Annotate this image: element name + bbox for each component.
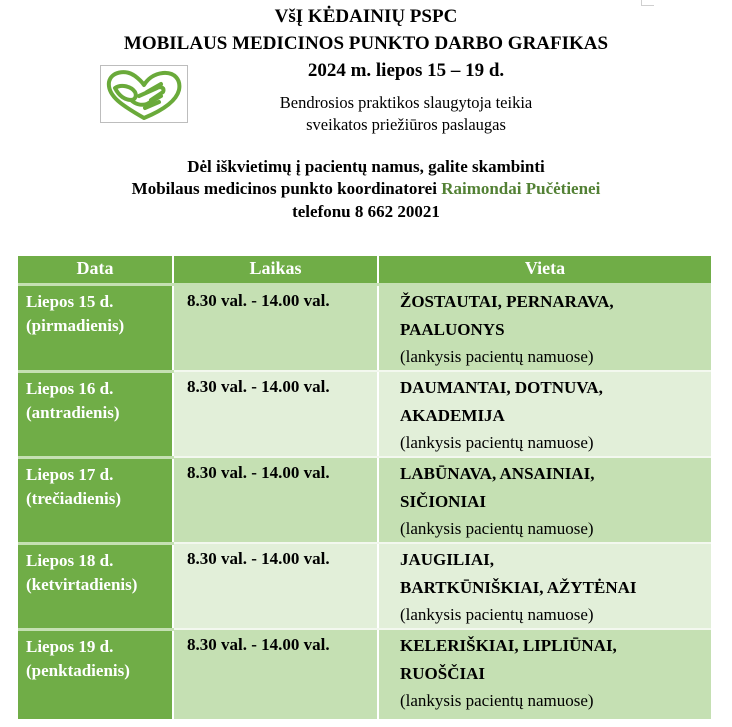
subtitle-line-2: sveikatos priežiūros paslaugas — [306, 115, 506, 134]
visit-note: (lankysis pacientų namuose) — [400, 605, 594, 624]
date-cell — [18, 457, 173, 543]
date-label: Liepos 19 d. — [26, 636, 114, 656]
date-label: Liepos 16 d. — [26, 378, 114, 398]
time-cell: 8.30 val. - 14.00 val. — [173, 543, 378, 629]
place-line-1: KELERIŠKIAI, LIPLIŪNAI, — [400, 636, 617, 655]
contact-prefix: Mobilaus medicinos punkto koordinatorei — [131, 179, 442, 198]
coordinator-name: Raimondai Pučėtienei — [441, 179, 601, 198]
column-header-time: Laikas — [173, 256, 378, 285]
place-cell — [378, 629, 711, 719]
table-row — [18, 371, 711, 457]
table-row — [18, 543, 711, 629]
date-label: Liepos 15 d. — [26, 292, 114, 311]
place-line-2: PAALUONYS — [400, 320, 505, 339]
table-header-row — [18, 256, 711, 285]
weekday-label: (penktadienis) — [26, 660, 130, 680]
place-line-1: DAUMANTAI, DOTNUVA, — [400, 378, 603, 397]
subtitle-line-1: Bendrosios praktikos slaugytoja teikia — [279, 93, 533, 112]
date-label: Liepos 18 d. — [26, 550, 114, 570]
contact-line-2 — [0, 179, 732, 199]
org-name: VšĮ KĖDAINIŲ PSPC — [274, 6, 458, 27]
table-row — [18, 285, 711, 372]
document-title: MOBILAUS MEDICINOS PUNKTO DARBO GRAFIKAS — [123, 33, 609, 54]
place-line-1: ŽOSTAUTAI, PERNARAVA, — [400, 292, 614, 311]
time-cell: 8.30 val. - 14.00 val. — [173, 629, 378, 719]
place-line-1: JAUGILIAI, — [400, 550, 494, 569]
visit-note: (lankysis pacientų namuose) — [400, 347, 594, 366]
table-row — [18, 629, 711, 719]
visit-note: (lankysis pacientų namuose) — [400, 519, 594, 538]
place-line-2: RUOŠČIAI — [400, 664, 486, 683]
place-cell — [378, 543, 711, 629]
weekday-label: (trečiadienis) — [26, 488, 122, 508]
date-cell — [18, 543, 173, 629]
table-row — [18, 457, 711, 543]
time-cell: 8.30 val. - 14.00 val. — [173, 371, 378, 457]
time-cell: 8.30 val. - 14.00 val. — [173, 457, 378, 543]
contact-phone: telefonu 8 662 20021 — [292, 202, 440, 221]
weekday-label: (ketvirtadienis) — [26, 574, 138, 594]
place-cell — [378, 371, 711, 457]
column-header-date: Data — [18, 256, 173, 285]
place-line-2: SIČIONIAI — [400, 492, 486, 511]
weekday-label: (pirmadienis) — [26, 316, 125, 335]
place-cell — [378, 457, 711, 543]
date-cell — [18, 285, 173, 372]
place-cell — [378, 285, 711, 372]
contact-line-1: Dėl iškvietimų į pacientų namus, galite skambinti — [187, 157, 545, 176]
date-cell — [18, 629, 173, 719]
column-header-place: Vieta — [378, 256, 711, 285]
date-label: Liepos 17 d. — [26, 464, 114, 484]
schedule-period: 2024 m. liepos 15 – 19 d. — [307, 60, 505, 81]
visit-note: (lankysis pacientų namuose) — [400, 691, 594, 710]
weekday-label: (antradienis) — [26, 402, 120, 422]
place-line-1: LABŪNAVA, ANSAINIAI, — [400, 464, 595, 483]
place-line-2: BARTKŪNIŠKIAI, AŽYTĖNAI — [400, 578, 637, 597]
place-line-2: AKADEMIJA — [400, 406, 505, 425]
schedule-table — [18, 256, 711, 719]
time-cell: 8.30 val. - 14.00 val. — [173, 285, 378, 372]
visit-note: (lankysis pacientų namuose) — [400, 433, 594, 452]
date-cell — [18, 371, 173, 457]
